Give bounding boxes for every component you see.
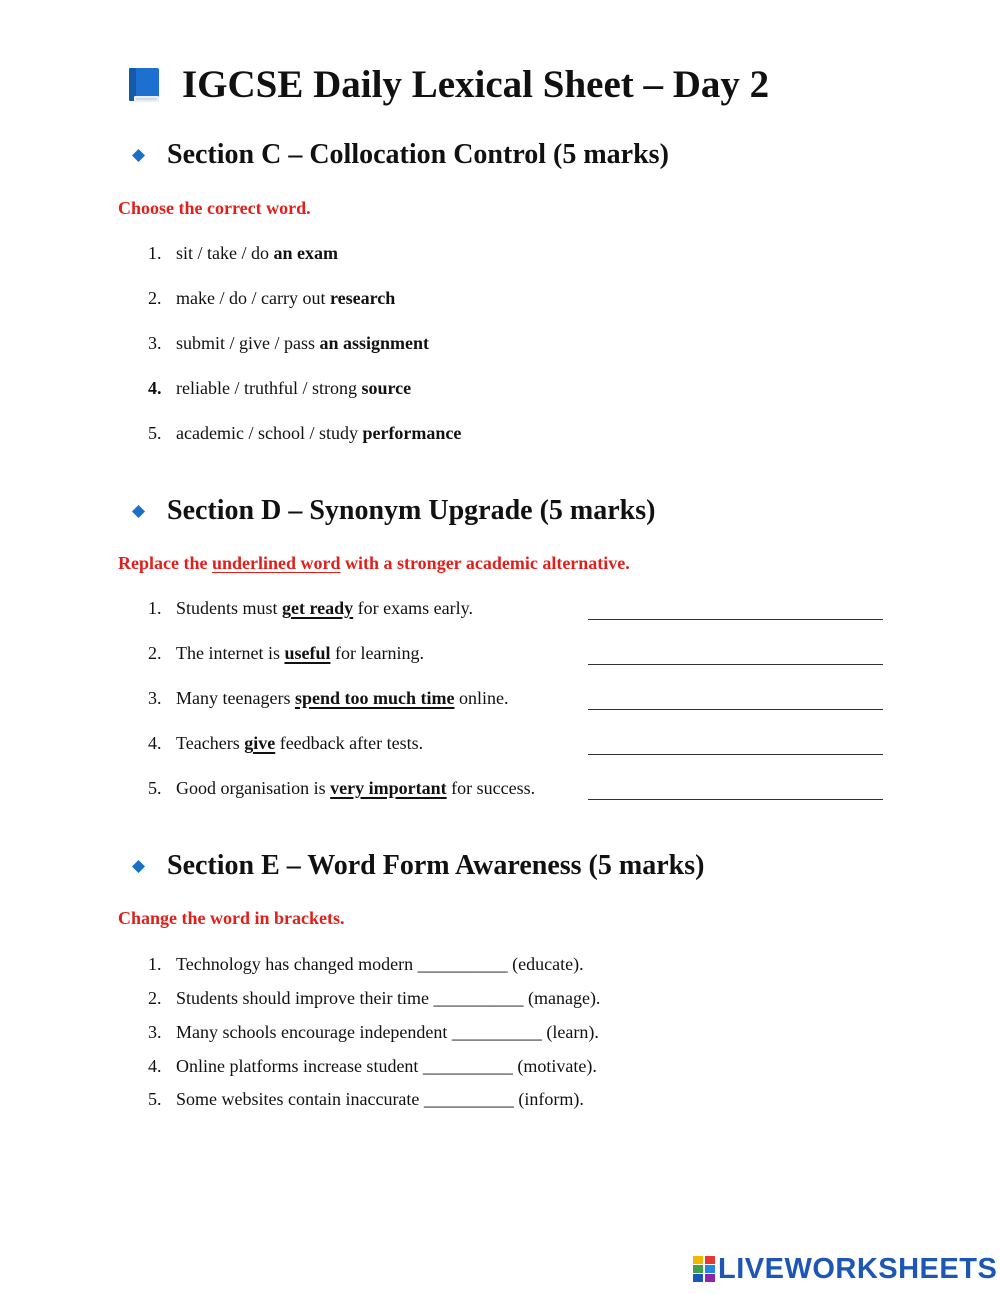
page-title (126, 62, 769, 107)
list-item: 5. academic / school / study performance (148, 423, 462, 443)
list-item: 4. Online platforms increase student __________ (motivate). (148, 1056, 597, 1076)
answer-blank-4[interactable] (588, 754, 883, 755)
list-item: 1. Technology has changed modern __________ (educate). (148, 954, 584, 974)
list-item: 2. make / do / carry out research (148, 288, 396, 308)
blue-book-icon (126, 66, 162, 104)
diamond-bullet-icon (132, 149, 145, 162)
answer-blank-1[interactable] (588, 619, 883, 620)
list-item: 1. sit / take / do an exam (148, 243, 338, 263)
section-d-instruction: Replace the underlined word with a stronger academic alternative. (118, 553, 630, 573)
section-c-instruction: Choose the correct word. (118, 198, 311, 218)
list-item: 4. reliable / truthful / strong source (148, 378, 412, 398)
answer-blank-5[interactable] (588, 799, 883, 800)
list-item: 4. Teachers give feedback after tests. (148, 733, 424, 753)
list-item: 3. submit / give / pass an assignment (148, 333, 430, 353)
list-item: 2. Students should improve their time __________ (manage). (148, 988, 601, 1008)
diamond-bullet-icon (132, 505, 145, 518)
liveworksheets-logo-icon (693, 1256, 715, 1282)
liveworksheets-logo-text: LIVEWORKSHEETS (718, 1253, 998, 1285)
list-item: 5. Good organisation is very important for success. (148, 778, 536, 798)
list-item: 5. Some websites contain inaccurate __________ (inform). (148, 1089, 584, 1109)
answer-blank-3[interactable] (588, 709, 883, 710)
section-d-heading: Section D – Synonym Upgrade (5 marks) (132, 495, 655, 527)
diamond-bullet-icon (132, 860, 145, 873)
section-e-heading: Section E – Word Form Awareness (5 marks) (132, 850, 704, 882)
section-c-heading: Section C – Collocation Control (5 marks) (132, 139, 669, 171)
list-item: 1. Students must get ready for exams early. (148, 598, 473, 618)
list-item: 2. The internet is useful for learning. (148, 643, 424, 663)
list-item: 3. Many schools encourage independent __________ (learn). (148, 1022, 599, 1042)
page-title-text: IGCSE Daily Lexical Sheet – Day 2 (182, 63, 770, 106)
list-item: 3. Many teenagers spend too much time online. (148, 688, 509, 708)
answer-blank-2[interactable] (588, 664, 883, 665)
section-e-instruction: Change the word in brackets. (118, 908, 345, 928)
liveworksheets-logo[interactable] (693, 1254, 997, 1284)
